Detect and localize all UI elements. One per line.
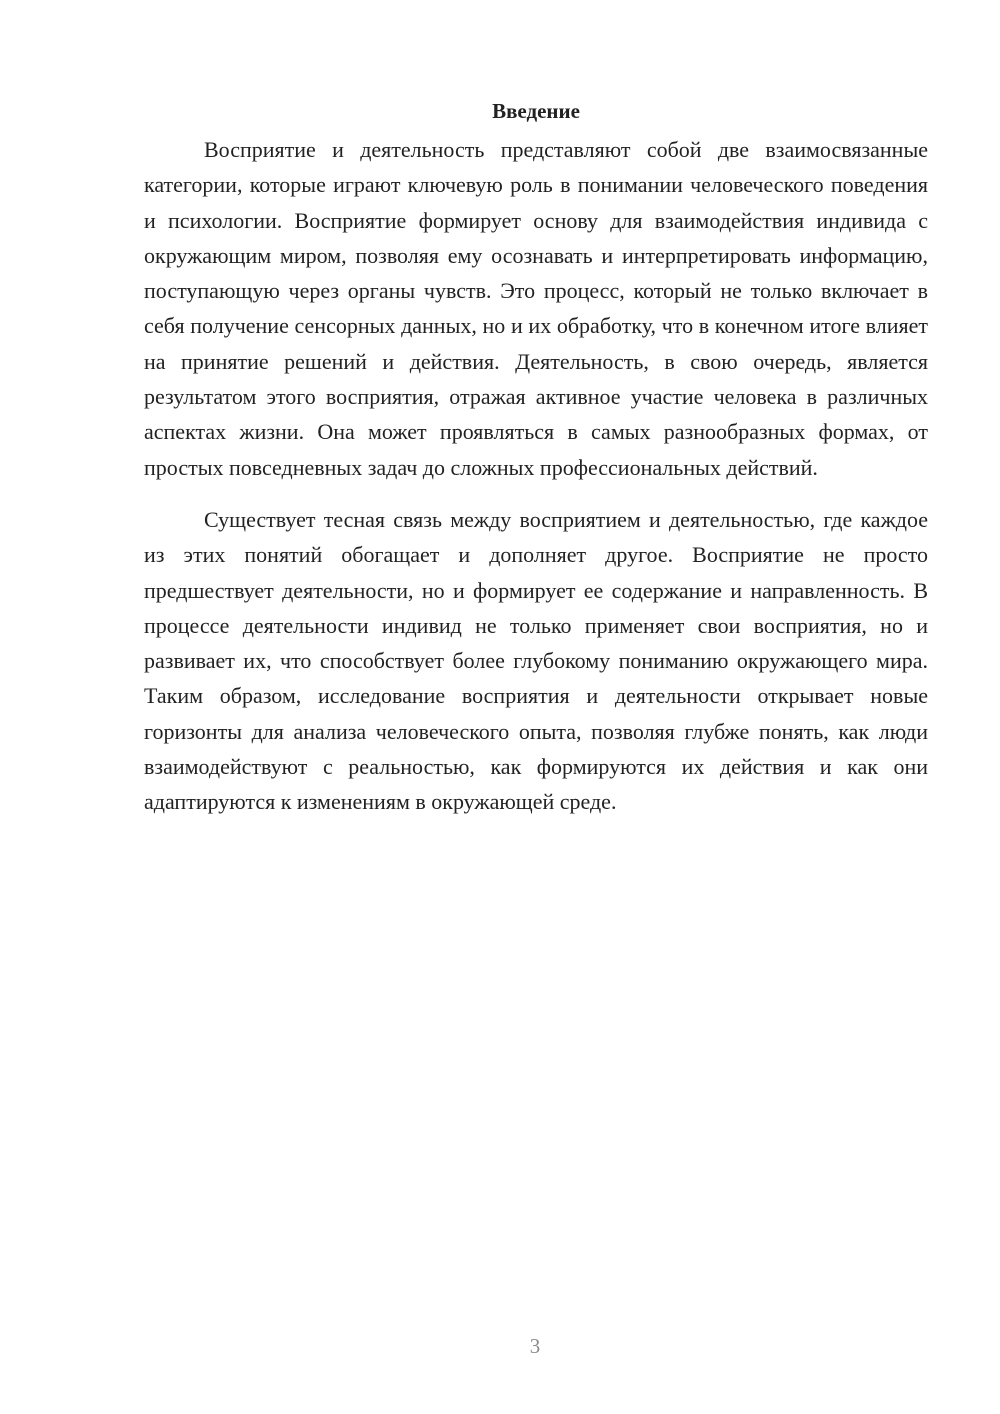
paragraph-1: Восприятие и деятельность представляют собой две взаимосвязанные категории, которые играют ключевую роль в понимании человеческого поведения и психологии. Восприятие формирует основу для взаимодействия индивида с окружающим миром, позволяя ему осознавать и интерпретировать информацию, поступающую через органы чувств. Это процесс, который не только включает в себя получение сенсорных данных, но и их обработку, что в конечном итоге влияет на принятие решений и действия. Деятельность, в свою очередь, является результатом этого восприятия, отражая активное участие человека в различных аспектах жизни. Она может проявляться в самых разнообразных формах, от простых повседневных задач до сложных профессиональных действий. bbox=[144, 137, 928, 480]
page-number: 3 bbox=[529, 1334, 541, 1358]
page-content bbox=[144, 96, 928, 820]
section-title: Введение bbox=[492, 99, 580, 123]
paragraph-2: Существует тесная связь между восприятием и деятельностью, где каждое из этих понятий обогащает и дополняет другое. Восприятие не просто предшествует деятельности, но и формирует ее содержание и направленность. В процессе деятельности индивид не только применяет свои восприятия, но и развивает их, что способствует более глубокому пониманию окружающего мира. Таким образом, исследование восприятия и деятельности открывает новые горизонты для анализа человеческого опыта, позволяя глубже понять, как люди взаимодействуют с реальностью, как формируются их действия и как они адаптируются к изменениям в окружающей среде. bbox=[144, 506, 928, 815]
